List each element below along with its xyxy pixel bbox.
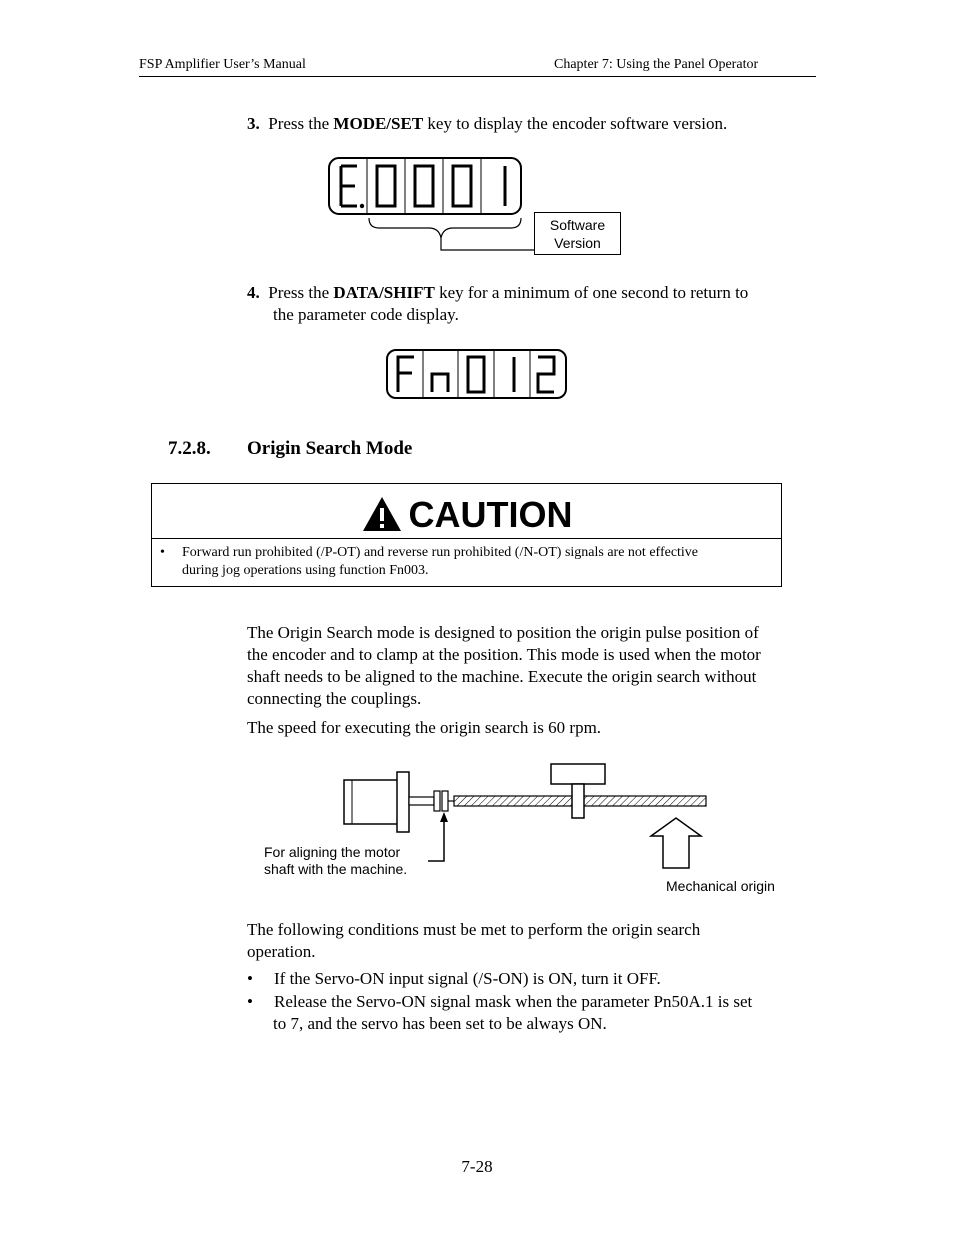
bullet-1-text: If the Servo-ON input signal (/S-ON) is ON, turn it OFF. [274,969,661,988]
bullet-2-text-line-2: to 7, and the servo has been set to be always ON. [273,1014,607,1033]
warning-triangle-icon [361,495,403,533]
coupling-right [442,791,448,811]
data-shift-key: DATA/SHIFT [333,283,435,302]
section-title: Origin Search Mode [247,438,413,459]
step-4 [247,282,847,304]
seg-digit-0c [453,166,471,206]
parameter-code-display [384,348,574,402]
callout-line-2: Version [554,235,601,251]
bullet-2-mark: • [247,992,253,1011]
conditions-line-1: The following conditions must be met to perform the origin search [247,920,701,939]
bullet-1-mark: • [247,969,253,988]
conditions-paragraph [247,919,822,963]
caution-bullet: • [160,545,165,560]
intro-line-2: the encoder and to clamp at the position. This mode is used when the motor [247,645,761,664]
seg-digit-2 [538,357,554,392]
header-rule [139,76,816,77]
carriage-nut [572,784,584,818]
conditions-line-2: operation. [247,942,316,961]
mechanical-origin-label: Mechanical origin [666,878,775,894]
bullet-2-text: Release the Servo-ON signal mask when the parameter Pn50A.1 is set [274,992,753,1011]
page-number: 7-28 [461,1157,493,1176]
mode-set-key: MODE/SET [333,114,424,133]
caution-line-1: Forward run prohibited (/P-OT) and reverse run prohibited (/N-OT) signals are not effective [182,545,699,560]
seg-decimal-point [360,204,364,208]
intro-paragraph [247,622,822,710]
seg-digit-0b [415,166,433,206]
running-header-left: FSP Amplifier User’s Manual [139,57,306,72]
callout-leader [441,238,535,250]
caution-heading [152,493,781,537]
motor-shaft [409,797,434,805]
intro-line-1: The Origin Search mode is designed to position the origin pulse position of [247,623,759,642]
brace [369,218,521,238]
seg-digit-n [432,374,448,392]
step-3-post: key to display the encoder software version. [423,114,728,133]
software-version-callout [534,212,621,255]
motor-flange [397,772,409,832]
step-4-post: key for a minimum of one second to return to [434,283,749,302]
alignment-label-line-2: shaft with the machine. [264,861,408,877]
carriage-top [551,764,605,784]
seg-digit-0a [377,166,395,206]
coupling-left [434,791,440,811]
alignment-label [264,844,407,878]
caution-line-2: during jog operations using function Fn003. [182,563,429,578]
seg-digit-E [341,166,357,206]
caution-title: CAUTION [408,494,573,535]
callout-line-1: Software [549,217,606,233]
mechanical-origin-arrow-icon [651,818,701,868]
caution-divider [152,538,781,539]
step-4-pre: Press the [268,283,334,302]
alignment-arrow-head [440,812,448,822]
seg-digit-F [398,357,414,392]
section-number: 7.2.8. [168,438,211,459]
intro-line-3: shaft needs to be aligned to the machine. Execute the origin search without [247,667,757,686]
caution-box [151,483,782,587]
speed-paragraph: The speed for executing the origin search is 60 rpm. [247,718,602,737]
alignment-arrow-line [428,822,444,861]
seg-digit-0 [468,357,484,392]
step-3-number: 3. [247,114,260,133]
step-3 [247,113,847,135]
step-4-number: 4. [247,283,260,302]
caution-text [182,544,772,580]
step-4-line-2: the parameter code display. [273,305,459,324]
intro-line-4: connecting the couplings. [247,689,422,708]
alignment-label-line-1: For aligning the motor [264,844,401,860]
running-header-right: Chapter 7: Using the Panel Operator [554,57,759,72]
step-3-pre: Press the [268,114,334,133]
